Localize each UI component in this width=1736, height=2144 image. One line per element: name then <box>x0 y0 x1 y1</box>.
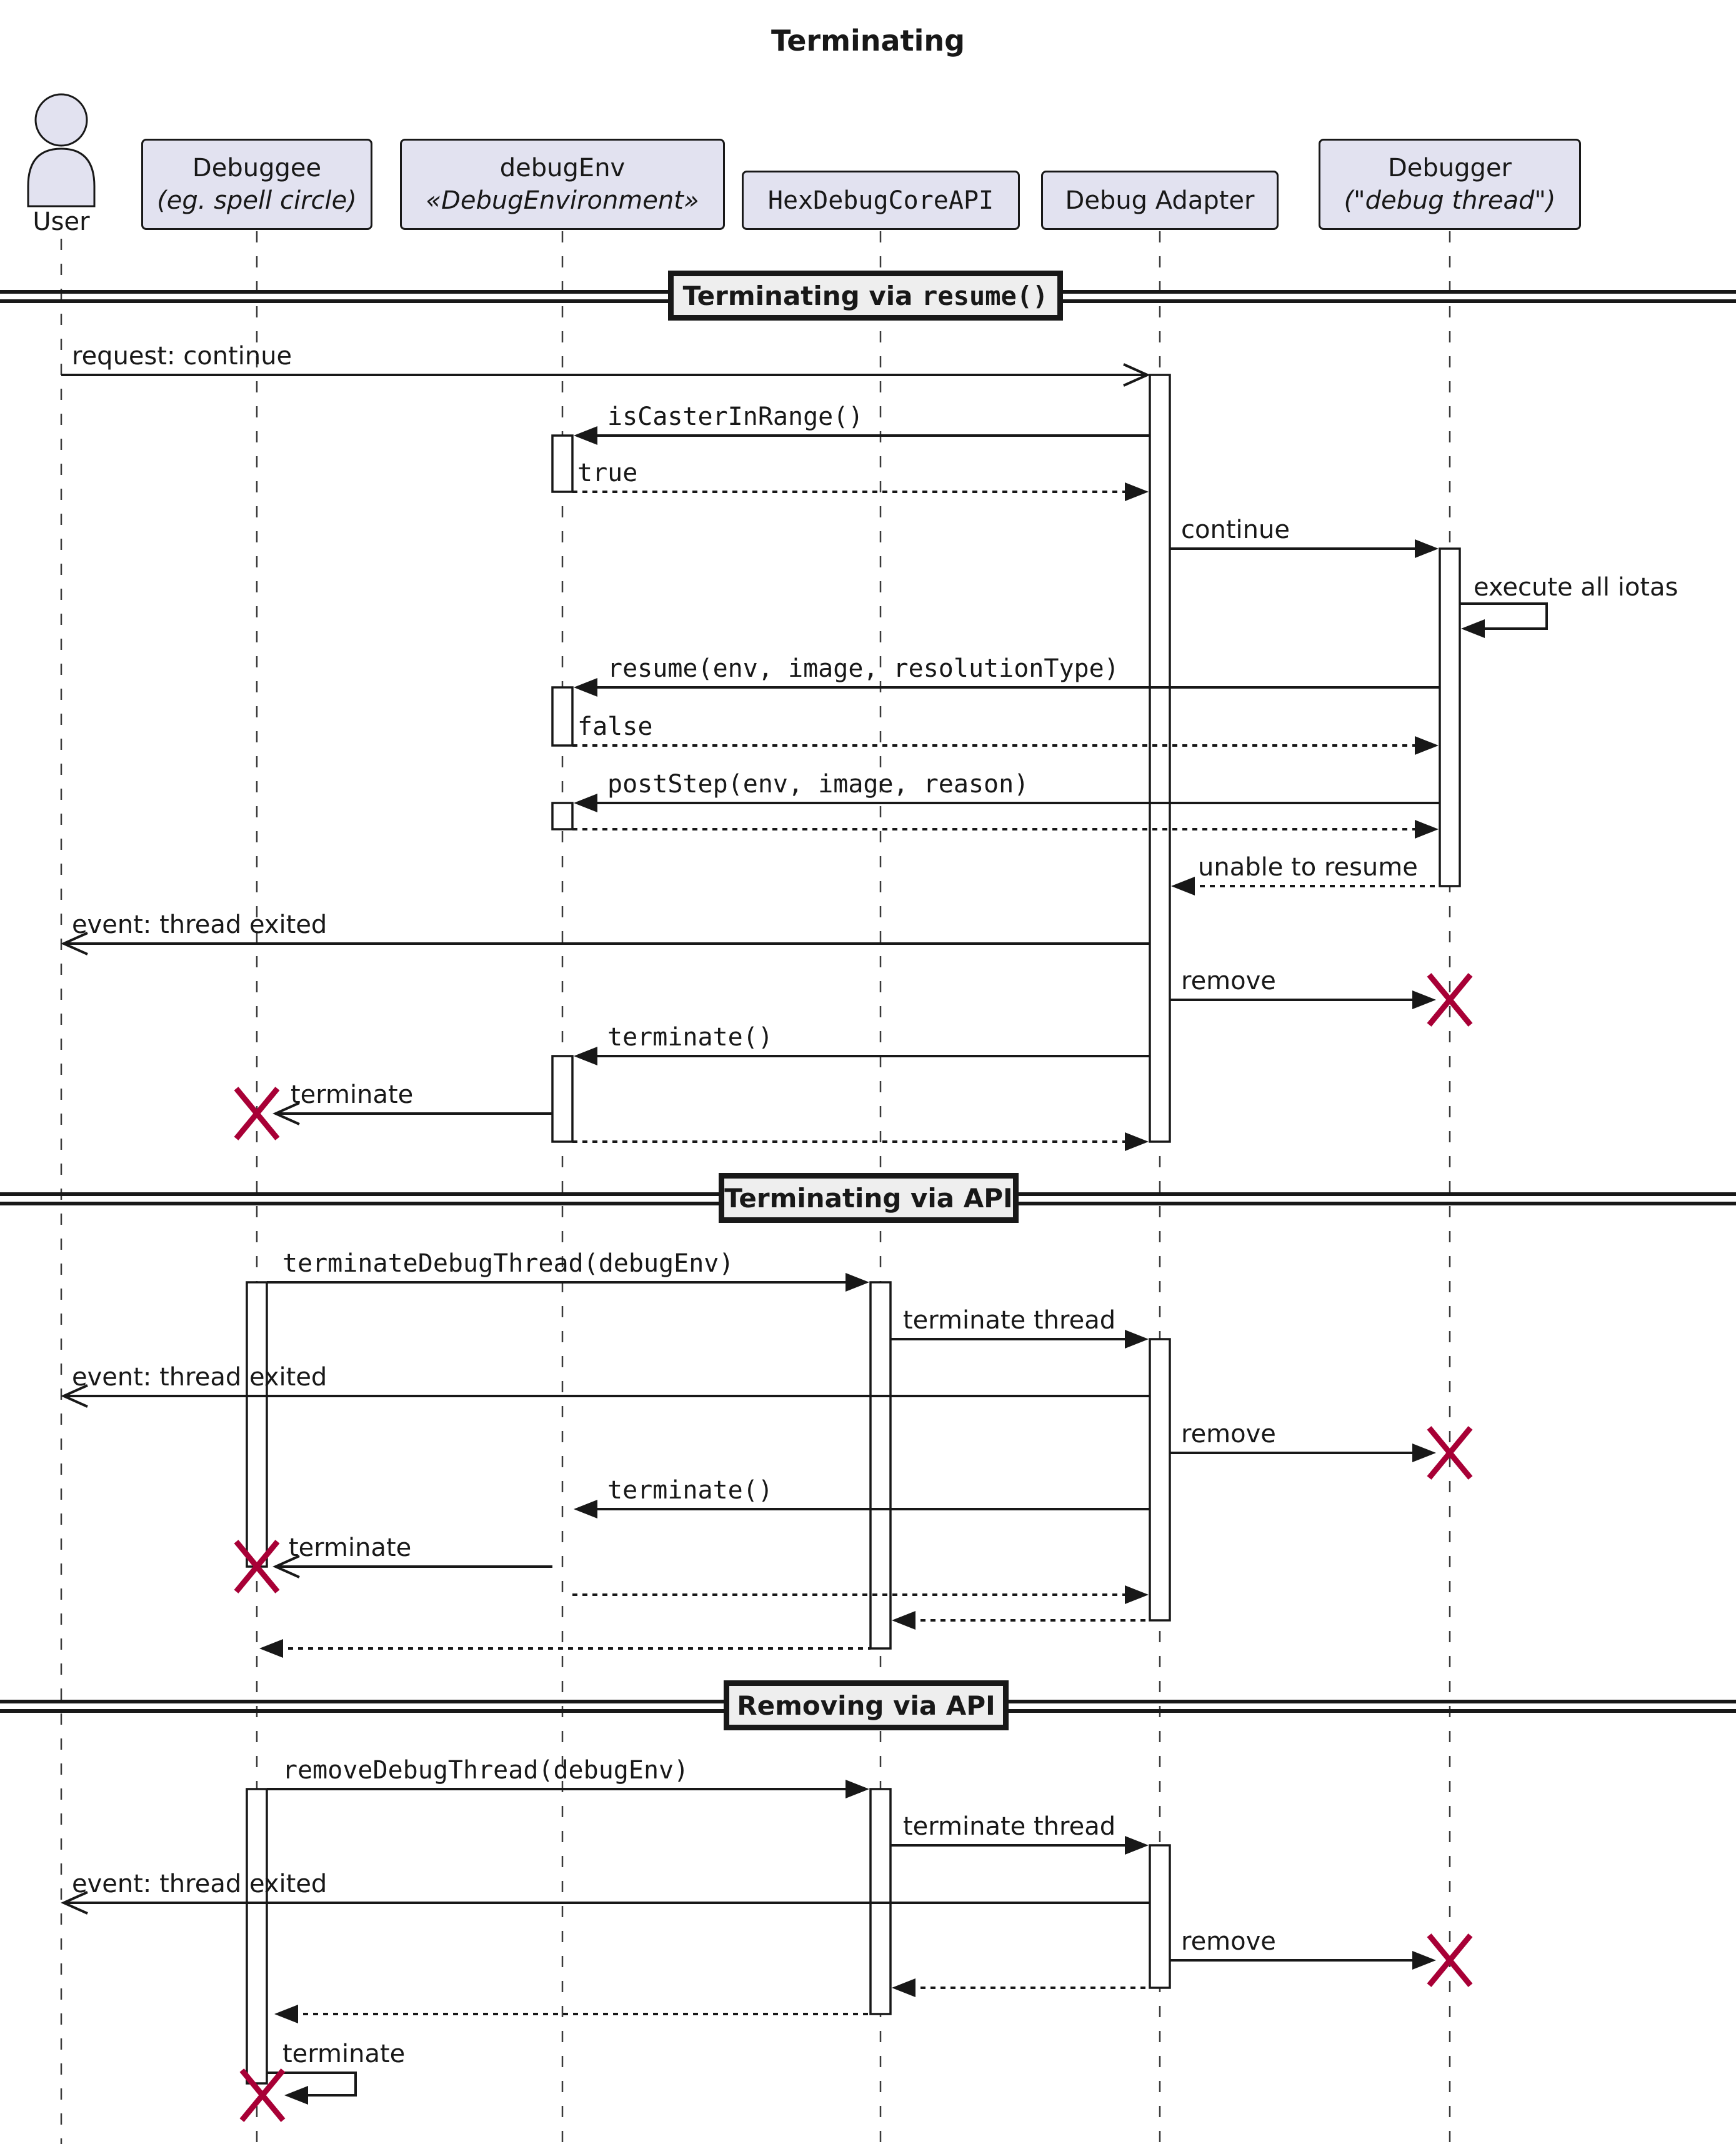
divider-terminating-via-api <box>719 1173 1019 1223</box>
participant-box-debugger <box>1319 139 1581 230</box>
msg-label-remove-3: remove <box>1181 1927 1276 1956</box>
participant-subtitle: «DebugEnvironment» <box>426 186 699 215</box>
user-actor-icon <box>28 94 94 206</box>
msg-return-hexapi-debuggee-3 <box>274 2005 870 2023</box>
msg-label-false: false <box>577 712 653 741</box>
divider-text: Terminating via API <box>724 1182 1013 1214</box>
participant-user-label: User <box>32 207 90 236</box>
msg-return-hexapi-debuggee-2 <box>259 1639 870 1658</box>
participant-name: Debug Adapter <box>1065 186 1255 215</box>
msg-return-false <box>572 736 1439 755</box>
participant-subtitle: (eg. spell circle) <box>157 186 357 215</box>
msg-label-request-continue: request: continue <box>72 342 292 371</box>
activation-debugenv-3 <box>552 803 572 829</box>
msg-return-adapter-hexapi-3 <box>892 1978 1150 1997</box>
participant-box-debug-adapter <box>1041 171 1279 230</box>
msg-label-event-thread-exited-3: event: thread exited <box>72 1870 327 1898</box>
participant-subtitle: ("debug thread") <box>1344 186 1556 215</box>
activation-debugenv-2 <box>552 687 572 745</box>
activation-debuggee-3 <box>247 1789 267 2083</box>
participant-name: debugEnv <box>499 154 626 182</box>
diagram-title: Terminating <box>771 24 965 57</box>
msg-label-poststep: postStep(env, image, reason) <box>607 770 1029 799</box>
msg-label-resume: resume(env, image, resolutionType) <box>607 654 1119 683</box>
activation-debugenv-1 <box>552 436 572 492</box>
participant-name: Debuggee <box>192 154 322 182</box>
participant-box-debuggee <box>141 139 372 230</box>
msg-label-event-thread-exited-1: event: thread exited <box>72 910 327 939</box>
activation-debug-adapter-2 <box>1150 1339 1170 1620</box>
msg-label-execute-all-iotas: execute all iotas <box>1474 573 1679 602</box>
msg-execute-all-iotas <box>1460 604 1547 638</box>
msg-label-event-thread-exited-2: event: thread exited <box>72 1363 327 1392</box>
msg-terminate-return-1 <box>572 1132 1149 1151</box>
participant-name: HexDebugCoreAPI <box>767 186 994 215</box>
msg-return-true <box>572 482 1149 501</box>
msg-label-terminatedebugthread: terminateDebugThread(debugEnv) <box>282 1249 734 1278</box>
msg-label-terminate-call-2: terminate() <box>607 1476 773 1505</box>
msg-label-terminate-thread-3: terminate thread <box>903 1812 1116 1841</box>
msg-label-terminate-2: terminate <box>289 1533 412 1562</box>
participant-name: Debugger <box>1388 154 1512 182</box>
participant-box-debugenv <box>400 139 725 230</box>
participant-box-hexdebugcoreapi <box>742 171 1020 230</box>
activation-debug-adapter-3 <box>1150 1845 1170 1988</box>
divider-terminating-via-resume <box>668 271 1063 321</box>
msg-label-terminate-1: terminate <box>291 1080 414 1109</box>
activation-debug-adapter-1 <box>1150 375 1170 1142</box>
msg-label-continue: continue <box>1181 516 1290 544</box>
activation-debuggee-2 <box>247 1282 267 1567</box>
divider-code-text: resume() <box>922 280 1049 311</box>
activation-debugenv-4 <box>552 1056 572 1142</box>
msg-label-unable-to-resume: unable to resume <box>1198 853 1418 882</box>
msg-poststep-return <box>572 820 1439 839</box>
divider-text: Removing via API <box>737 1690 995 1721</box>
msg-label-remove-2: remove <box>1181 1420 1276 1448</box>
divider-removing-via-api <box>724 1680 1009 1730</box>
divider-text: Terminating via <box>682 280 922 311</box>
msg-label-removedebugthread: removeDebugThread(debugEnv) <box>282 1756 689 1785</box>
msg-return-adapter-hexapi-2 <box>892 1611 1150 1630</box>
msg-label-iscasterinrange: isCasterInRange() <box>607 402 864 431</box>
msg-label-remove-1: remove <box>1181 967 1276 995</box>
msg-label-terminate-thread-2: terminate thread <box>903 1306 1116 1335</box>
msg-label-terminate-3: terminate <box>282 2040 406 2068</box>
activation-debugger-1 <box>1440 549 1460 886</box>
msg-label-terminate-call-1: terminate() <box>607 1023 773 1052</box>
msg-return-debugenv-adapter-2 <box>572 1585 1149 1604</box>
msg-label-true: true <box>577 459 638 487</box>
